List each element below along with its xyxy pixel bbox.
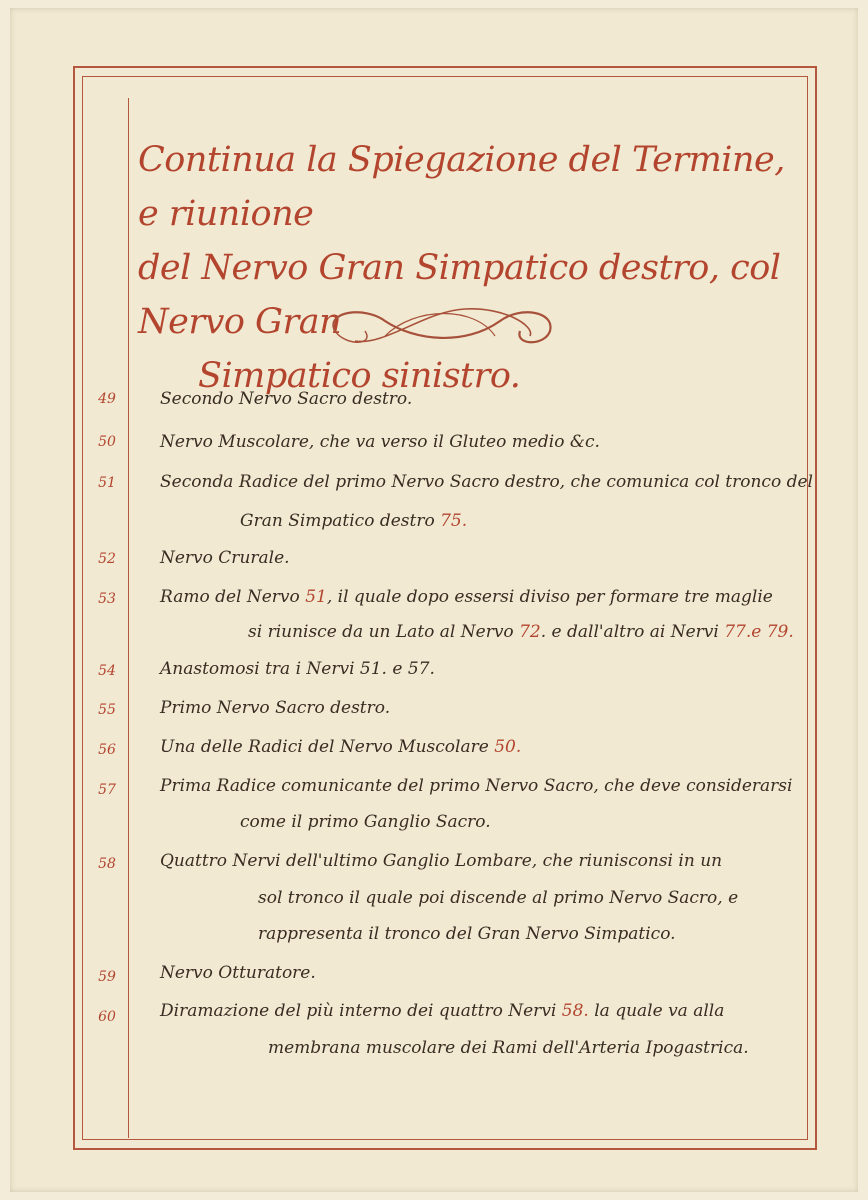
entry-text-part: , il quale dopo essersi diviso per formare tre maglie: [326, 587, 773, 607]
entry-number: 56: [98, 742, 116, 758]
entry-text: Quattro Nervi dell'ultimo Ganglio Lombare, che riunisconsi in un: [160, 851, 723, 871]
entry-text: Nervo Muscolare, che va verso il Gluteo medio &c.: [160, 432, 600, 452]
entry-text-continued: membrana muscolare dei Rami dell'Arteria Ipogastrica.: [268, 1038, 749, 1058]
cross-reference: 75.: [440, 511, 468, 531]
entry-text: [160, 587, 773, 607]
entry-number: 58: [98, 856, 116, 872]
entry-text-part: la quale va alla: [594, 1001, 725, 1021]
entry-number: 57: [98, 782, 116, 798]
entry-number: 59: [98, 969, 116, 985]
entry-number: 60: [98, 1009, 116, 1025]
entry-text: Anastomosi tra i Nervi 51. e 57.: [160, 659, 435, 679]
entry-number: 53: [98, 591, 116, 607]
entry-text: Seconda Radice del primo Nervo Sacro destro, che comunica col tronco del: [160, 472, 813, 492]
entry-text-part: Diramazione del più interno dei quattro Nervi: [160, 1001, 557, 1021]
page-title: [138, 133, 804, 403]
entry-text-continued: come il primo Ganglio Sacro.: [240, 812, 491, 832]
flourish-ornament: [325, 301, 560, 353]
entry-text: Nervo Otturatore.: [160, 963, 316, 983]
entry-text-part: Ramo del Nervo: [160, 587, 300, 607]
cross-reference: 72: [519, 622, 541, 642]
margin-rule: [128, 98, 129, 1138]
entry-text: Nervo Crurale.: [160, 548, 290, 568]
entry-number: 55: [98, 702, 116, 718]
entry-number: 49: [98, 391, 116, 407]
cross-reference: 77.e 79.: [724, 622, 794, 642]
entry-number: 51: [98, 475, 116, 491]
entry-text: [160, 737, 521, 757]
entry-number: 52: [98, 551, 116, 567]
cross-reference: 51: [305, 587, 327, 607]
entry-text: Secondo Nervo Sacro destro.: [160, 389, 413, 409]
title-line: Simpatico sinistro.: [198, 356, 521, 396]
entry-number: 54: [98, 663, 116, 679]
entry-text-continued: [240, 511, 467, 531]
entry-number: 50: [98, 434, 116, 450]
entry-text-part: si riunisce da un Lato al Nervo: [248, 622, 514, 642]
entry-text-continued: rappresenta il tronco del Gran Nervo Simpatico.: [258, 924, 676, 944]
manuscript-page: [10, 8, 858, 1192]
entry-text-part: . e dall'altro ai Nervi: [540, 622, 719, 642]
entry-text-part: Una delle Radici del Nervo Muscolare: [160, 737, 489, 757]
entry-text: [160, 1001, 724, 1021]
entry-text: Gran Simpatico destro: [240, 511, 435, 531]
cross-reference: 58.: [561, 1001, 589, 1021]
entry-text: Prima Radice comunicante del primo Nervo Sacro, che deve considerarsi: [160, 776, 793, 796]
title-line: Continua la Spiegazione del Termine, e riunione: [138, 140, 785, 234]
entry-text: Primo Nervo Sacro destro.: [160, 698, 391, 718]
entry-text-continued: sol tronco il quale poi discende al primo Nervo Sacro, e: [258, 888, 739, 908]
title-line: del Nervo Gran Simpatico destro, col Nervo Gran: [138, 248, 781, 342]
cross-reference: 50.: [494, 737, 522, 757]
entry-text-continued: [248, 622, 794, 642]
